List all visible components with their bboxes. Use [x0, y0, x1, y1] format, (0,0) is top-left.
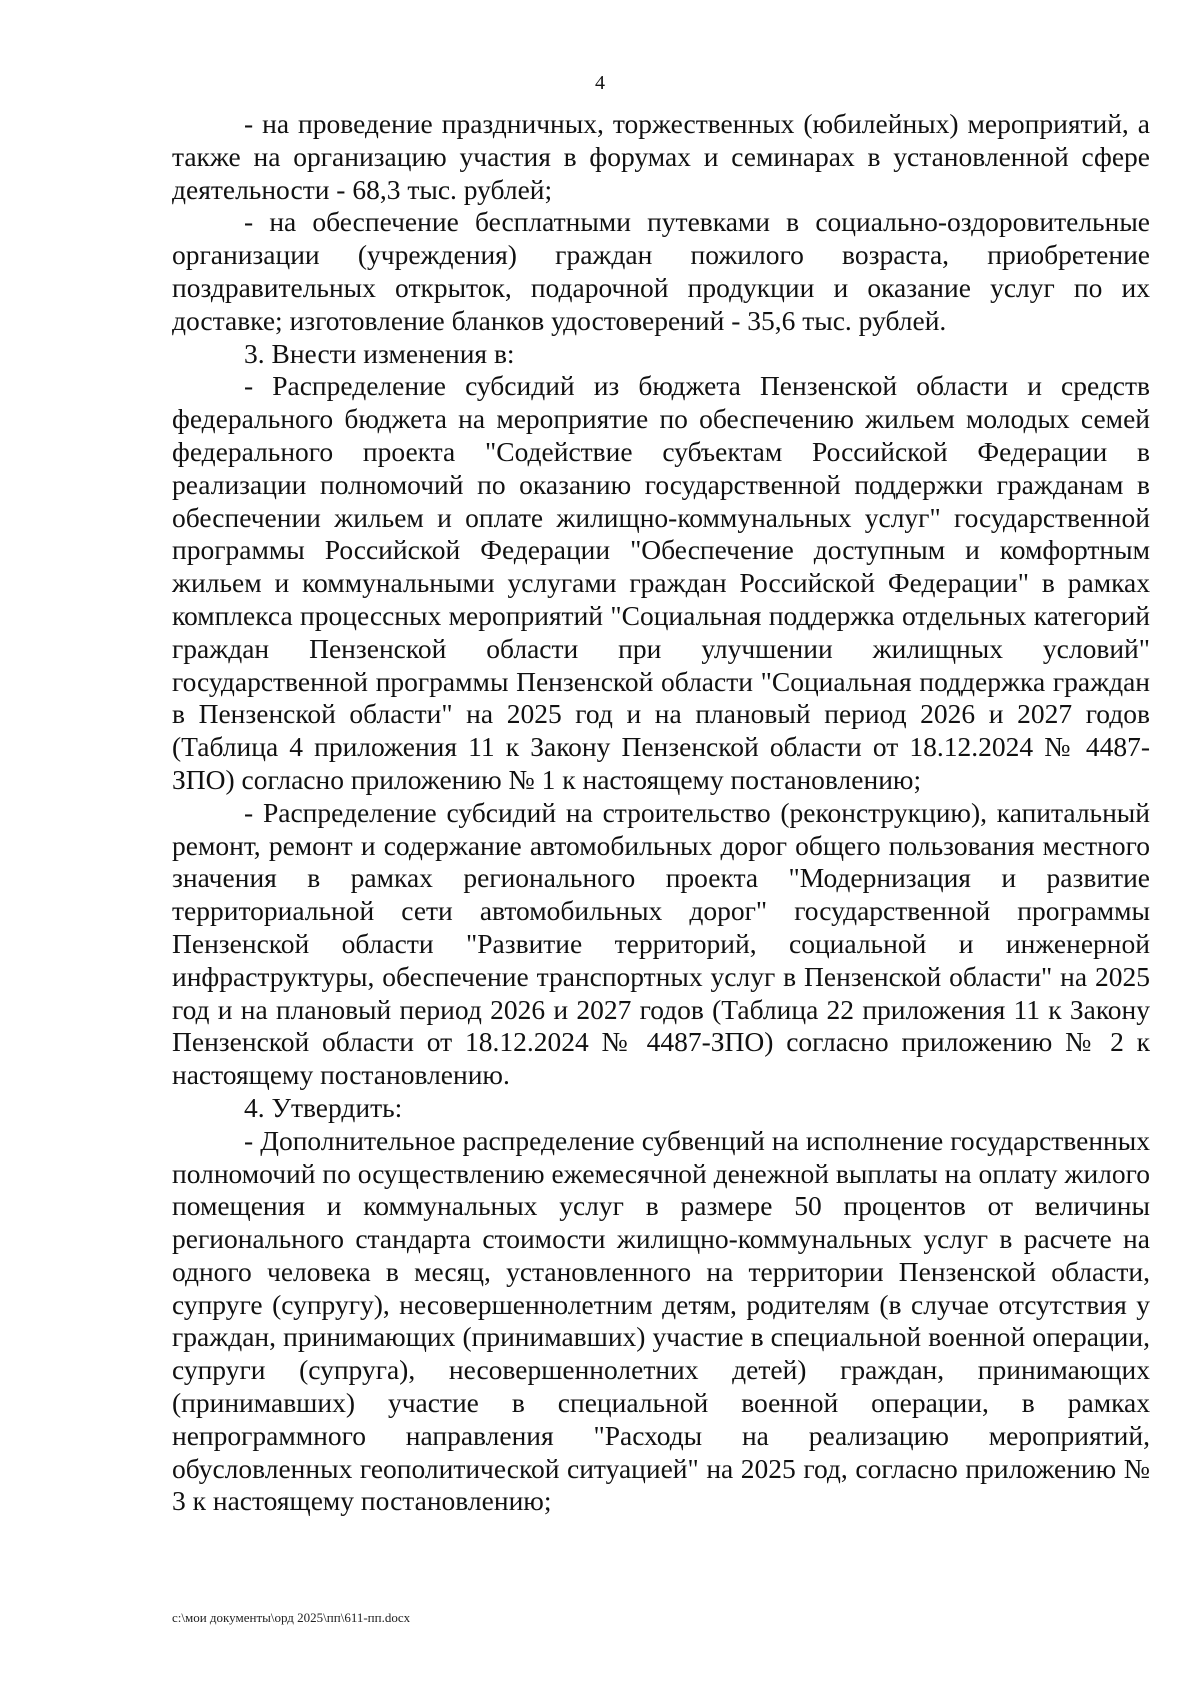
paragraph-events-spending: - на проведение праздничных, торжественных (юбилейных) мероприятий, а также на организацию участия в форумах и семинарах в установленной сфере деятельности - 68,3 тыс. рублей; [172, 108, 1150, 205]
paragraph-vouchers-spending: - на обеспечение бесплатными путевками в социально-оздоровительные организации (учреждения) граждан пожилого возраста, приобретение поздравительных открыток, подарочной продукции и оказание услуг по их доставке; изготовление бланков удостоверений - 35,6 тыс. рублей. [172, 206, 1150, 336]
paragraph-subventions-housing: - Дополнительное распределение субвенций на исполнение государственных полномочий по осуществлению ежемесячной денежной выплаты на оплату жилого помещения и коммунальных услуг в размере 50 процентов от величины регионального стандарта стоимости жилищно-коммунальных услуг в расчете на одного человека в месяц, установленного на территории Пензенской области, супруге (супругу), несовершеннолетним детям, родителям (в случае отсутствия у граждан, принимающих (принимавших) участие в специальной военной операции, супруги (супруга), несовершеннолетних детей) граждан, принимающих (принимавших) участие в специальной военной операции, в рамках непрограммного направления "Расходы на реализацию мероприятий, обусловленных геополитической ситуацией" на 2025 год, согласно приложению № 3 к настоящему постановлению; [172, 1124, 1150, 1517]
footer-file-path: c:\мои документы\орд 2025\пп\611-пп.docx [172, 1610, 411, 1625]
paragraph-item-3-heading: 3. Внести изменения в: [244, 337, 515, 369]
paragraph-item-4-heading: 4. Утвердить: [244, 1091, 403, 1123]
page-number: 4 [595, 72, 605, 94]
paragraph-subsidies-young-families: - Распределение субсидий из бюджета Пензенской области и средств федерального бюджета на мероприятие по обеспечению жильем молодых семей федерального проекта "Содействие субъектам Российской Федерации в реализации полномочий по оказанию государственной поддержки гражданам в обеспечении жильем и оплате жилищно-коммунальных услуг" государственной программы Российской Федерации "Обеспечение доступным и комфортным жильем и коммунальными услугами граждан Российской Федерации" в рамках комплекса процессных мероприятий "Социальная поддержка отдельных категорий граждан Пензенской области при улучшении жилищных условий" государственной программы Пензенской области "Социальная поддержка граждан в Пензенской области" на 2025 год и на плановый период 2026 и 2027 годов (Таблица 4 приложения 11 к Закону Пензенской области от 18.12.2024 № 4487-ЗПО) согласно приложению № 1 к настоящему постановлению; [172, 370, 1150, 795]
paragraph-subsidies-roads: - Распределение субсидий на строительство (реконструкцию), капитальный ремонт, ремонт и содержание автомобильных дорог общего пользования местного значения в рамках регионального проекта "Модернизация и развитие территориальной сети автомобильных дорог" государственной программы Пензенской области "Развитие территорий, социальной и инженерной инфраструктуры, обеспечение транспортных услуг в Пензенской области" на 2025 год и на плановый период 2026 и 2027 годов (Таблица 22 приложения 11 к Закону Пензенской области от 18.12.2024 № 4487-ЗПО) согласно приложению № 2 к настоящему постановлению. [172, 796, 1150, 1091]
document-body [172, 108, 1150, 1518]
